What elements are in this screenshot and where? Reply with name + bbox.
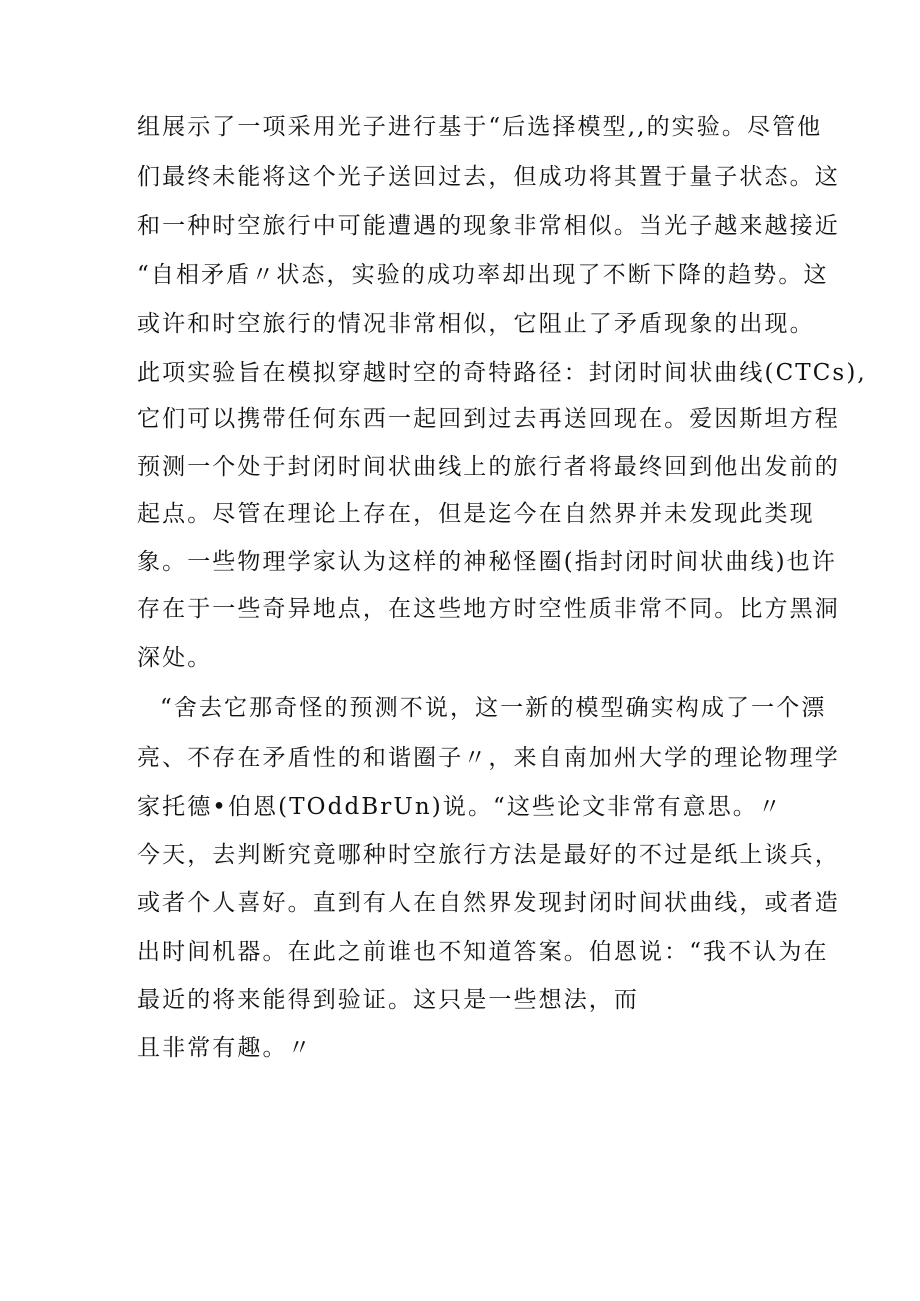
text-line: “舍去它那奇怪的预测不说，这一新的模型确实构成了一个漂 (160, 695, 827, 721)
text-line: 出时间机器。在此之前谁也不知道答案。伯恩说：“我不认为在 (137, 939, 829, 965)
text-line: 此项实验旨在模拟穿越时空的奇特路径：封闭时间状曲线(CTCs), (137, 360, 867, 386)
text-line: 深处。 (137, 645, 213, 671)
text-line: 最近的将来能得到验证。这只是一些想法，而 (137, 987, 639, 1013)
text-line: 它们可以携带任何东西一起回到过去再送回现在。爱因斯坦方程 (137, 406, 840, 432)
text-line: 或者个人喜好。直到有人在自然界发现封闭时间状曲线，或者造 (137, 890, 840, 916)
text-line: 象。一些物理学家认为这样的神秘怪圈(指封闭时间状曲线)也许 (137, 549, 837, 575)
text-line: 预测一个处于封闭时间状曲线上的旅行者将最终回到他出发前的 (137, 454, 840, 480)
text-line: 且非常有趣。〃 (137, 1035, 313, 1061)
text-line: 或许和时空旅行的情况非常相似，它阻止了矛盾现象的出现。 (137, 311, 815, 337)
text-line: 组展示了一项采用光子进行基于“后选择模型,,的实验。尽管他 (137, 114, 823, 140)
text-line: 们最终未能将这个光子送回过去，但成功将其置于量子状态。这 (137, 164, 840, 190)
text-line: 家托德•伯恩(TOddBrUn)说。“这些论文非常有意思。〃 (137, 794, 784, 820)
text-line: 起点。尽管在理论上存在，但是迄今在自然界并未发现此类现 (137, 501, 815, 527)
text-line: 亮、不存在矛盾性的和谐圈子〃，来自南加州大学的理论物理学 (137, 745, 840, 771)
text-line: 今天，去判断究竟哪种时空旅行方法是最好的不过是纸上谈兵， (137, 842, 840, 868)
text-line: “自相矛盾〃状态，实验的成功率却出现了不断下降的趋势。这 (137, 262, 829, 288)
text-line: 存在于一些奇异地点，在这些地方时空性质非常不同。比方黑洞 (137, 596, 840, 622)
text-line: 和一种时空旅行中可能遭遇的现象非常相似。当光子越来越接近 (137, 213, 840, 239)
